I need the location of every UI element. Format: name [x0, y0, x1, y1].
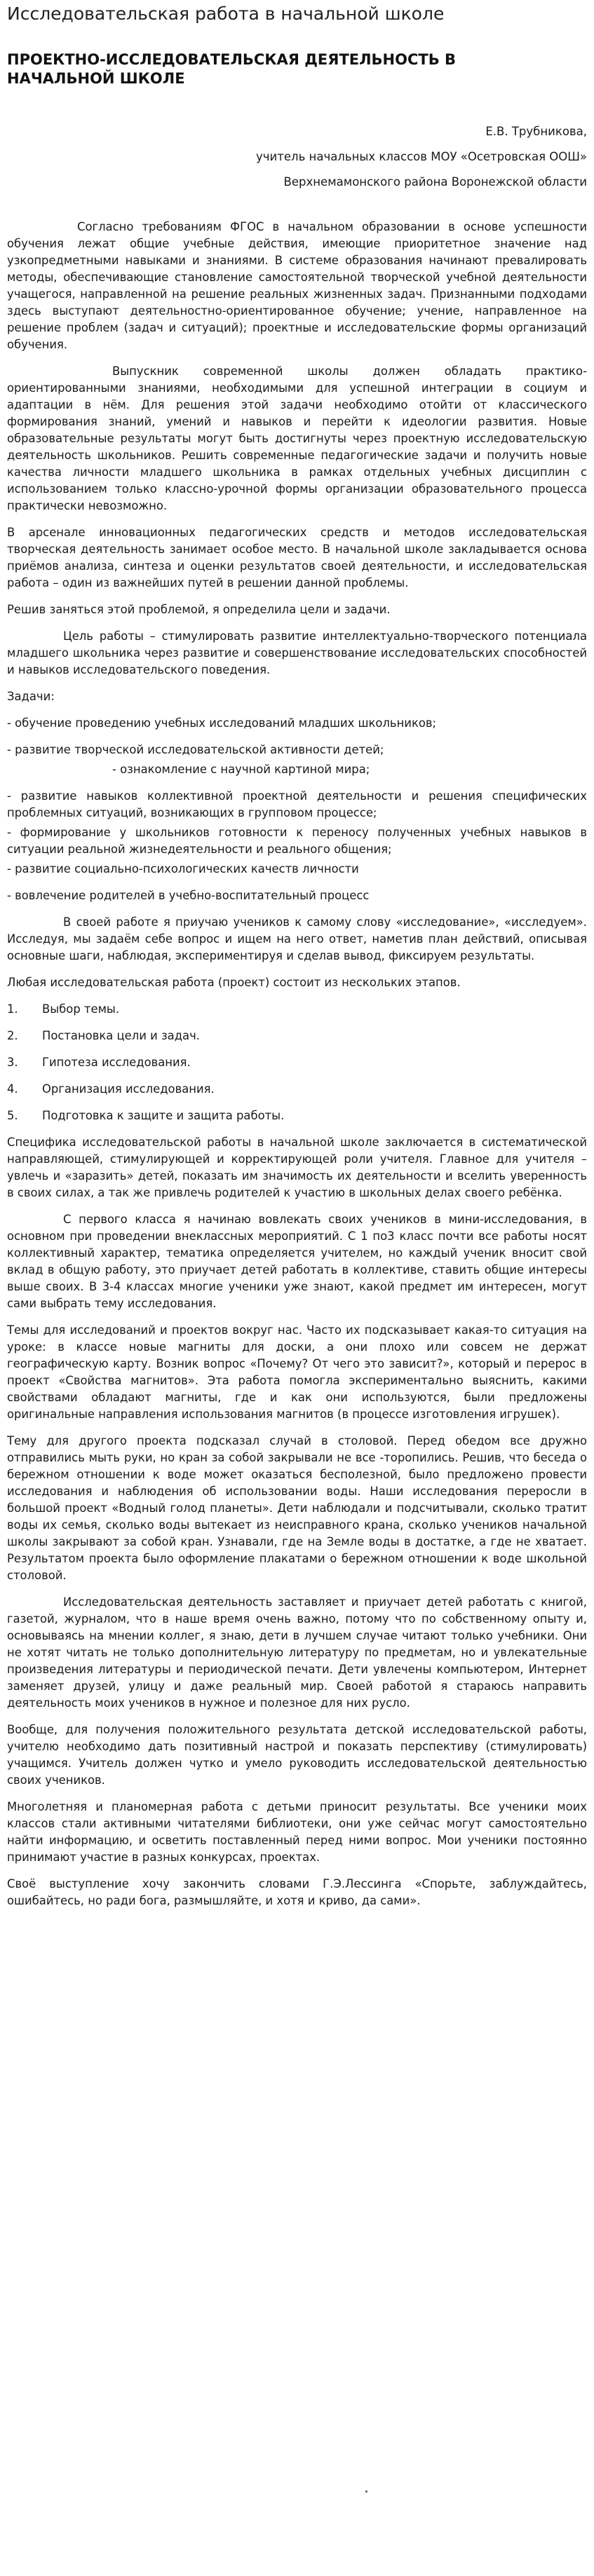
author-block	[256, 119, 587, 195]
list-item	[7, 1001, 587, 1018]
list-number: 5.	[7, 1109, 18, 1122]
paragraph: Любая исследовательская работа (проект) состоит из нескольких этапов.	[7, 976, 461, 989]
list-number: 4.	[7, 1082, 18, 1096]
paragraph: С первого класса я начинаю вовлекать своих учеников в мини-исследования, в основном при проведении внеклассных мероприятий. С 1 по3 класс почти все работы носят коллективный характер, тематика определяется учителем, но каждый ученик вносит свой вклад в общую работу, это приучает детей работать в коллективе, ставить общие интересы выше своих. В 3-4 классах многие ученики уже знают, какой предмет им интересен, могут сами выбрать тему исследования.	[7, 1213, 587, 1310]
list-label: Постановка цели и задач.	[42, 1029, 200, 1042]
paragraph: Вообще, для получения положительного результата детской исследовательской работы, учителю необходимо дать позитивный настрой и показать перспективу (стимулировать) учащимся. Учитель должен чутко и умело руководить исследовательской деятельностью своих учеников.	[7, 1723, 587, 1787]
task-item: - формирование у школьников готовности к переносу полученных учебных навыков в ситуации реальной жизнедеятельности и реального общения;	[7, 826, 587, 856]
paragraph: Выпускник современной школы должен обладать практико-ориентированными знаниями, необходимыми для успешной интеграции в социум и адаптации в нём. Для решения этой задачи необходимо отойти от классического формирования знаний, умений и навыков и перейти к идеологии развития. Новые образовательные результаты могут быть достигнуты через проектную исследовательскую деятельность школьников. Решить современные педагогические задачи и получить новые качества личности младшего школьника в рамках отдельных учебных дисциплин с использованием только классно-урочной формы организации образовательного процесса практически невозможно.	[7, 364, 587, 512]
task-item: - вовлечение родителей в учебно-воспитательный процесс	[7, 889, 370, 902]
paragraph: Своё выступление хочу закончить словами Г.Э.Лессинга «Спорьте, заблуждайтесь, ошибайтесь, но ради бога, размышляйте, и хотя и криво, да сами».	[7, 1877, 587, 1907]
task-item: - развитие навыков коллективной проектной деятельности и решения специфических проблемных ситуаций, возникающих в групповом процессе;	[7, 789, 587, 819]
task-item: - развитие творческой исследовательской активности детей;	[7, 743, 384, 756]
list-item	[7, 1108, 587, 1124]
paragraph: Согласно требованиям ФГОС в начальном образовании в основе успешности обучения лежат общие учебные действия, имеющие приоритетное значение над узкопредметными навыками и знаниями. В системе образования начинают превалировать методы, обеспечивающие становление самостоятельной творческой учебной деятельности учащегося, направленной на решение реальных жизненных задач. Признанными подходами здесь выступают деятельностно-ориентированное обучение; учение, направленное на решение проблем (задач и ситуаций); проектные и исследовательские формы организаций обучения.	[7, 220, 587, 351]
list-label: Гипотеза исследования.	[42, 1056, 191, 1069]
paragraph: Тему для другого проекта подсказал случай в столовой. Перед обедом все дружно отправились мыть руки, но кран за собой закрывали не все -торопились. Решив, что беседа о бережном отношении к воде может оказаться бесполезной, было предложено провести исследования и наблюдения об использовании воды. Наши исследования переросли в большой проект «Водный голод планеты». Дети наблюдали и подсчитывали, сколько тратит воды их семья, сколько воды вытекает из неисправного крана, сколько учеников начальной школы закрывают за собой кран. Узнавали, где на Земле воды в достатке, а где не хватает. Результатом проекта было оформление плакатами о бережном отношении к воде школьной столовой.	[7, 1434, 587, 1582]
list-label: Организация исследования.	[42, 1082, 215, 1096]
paragraph: Темы для исследований и проектов вокруг нас. Часто их подсказывает какая-то ситуация на уроке: в классе новые магниты для доски, а они плохо или совсем не держат географическую карту. Возник вопрос «Почему? От чего это зависит?», который и перерос в проект «Свойства магнитов». Эта работа помогла экспериментально выяснить, какими свойствами обладают магниты, где и как они используются, были предложены оригинальные направления использования магнитов (в процессе изготовления игрушек).	[7, 1323, 587, 1421]
list-number: 3.	[7, 1056, 18, 1069]
paragraph: Цель работы – стимулировать развитие интеллектуально-творческого потенциала младшего школьника через развитие и совершенствование исследовательских способностей и навыков исследовательского поведения.	[7, 629, 587, 676]
site-title: Исследовательская работа в начальной школе	[7, 4, 445, 24]
paragraph: Исследовательская деятельность заставляет и приучает детей работать с книгой, газетой, журналом, что в наше время очень важно, потому что по собственному опыту и, основываясь на мнении коллег, я знаю, дети в лучшем случае читают только учебники. Они не хотят читать не только дополнительную литературу по предметам, но и увлекательные произведения литературы и периодической печати. Дети увлечены компьютером, Интернет заменяет друзей, улицу и даже реальный мир. Своей работой я стараюсь направить деятельность моих учеников в нужное и полезное для них русло.	[7, 1595, 587, 1710]
list-item	[7, 1081, 587, 1098]
author-name: Е.В. Трубникова,	[485, 125, 587, 138]
author-position: учитель начальных классов МОУ «Осетровская ООШ»	[256, 150, 587, 163]
list-number: 2.	[7, 1029, 18, 1042]
paragraph: В своей работе я приучаю учеников к самому слову «исследование», «исследуем». Исследуя, мы задаём себе вопрос и ищем на него ответ, наметив план действий, описывая основные шаги, наблюдая, экспериментируя и сделав вывод, фиксируем результаты.	[7, 915, 587, 962]
task-item: - обучение проведению учебных исследований младших школьников;	[7, 716, 437, 730]
paragraph: Многолетняя и планомерная работа с детьми приносит результаты. Все ученики моих классов стали активными читателями библиотеки, они уже сейчас могут самостоятельно найти информацию, и осветить поставленный перед ними вопрос. Мои ученики постоянно принимают участие в разных конкурсах, проектах.	[7, 1800, 587, 1864]
article-body	[7, 219, 587, 1919]
task-item: - развитие социально-психологических качеств личности	[7, 862, 359, 875]
task-item: - ознакомление с научной картиной мира;	[112, 763, 370, 776]
list-label: Подготовка к защите и защита работы.	[42, 1109, 285, 1122]
list-item	[7, 1054, 587, 1071]
page-dot	[365, 2490, 367, 2493]
list-number: 1.	[7, 1002, 18, 1016]
tasks-label: Задачи:	[7, 690, 55, 703]
article-title: ПРОЕКТНО-ИССЛЕДОВАТЕЛЬСКАЯ ДЕЯТЕЛЬНОСТЬ В НАЧАЛЬНОЙ ШКОЛЕ	[7, 51, 457, 87]
author-district: Верхнемамонского района Воронежской области	[283, 175, 587, 189]
stages-list	[7, 1001, 587, 1124]
paragraph: Решив заняться этой проблемой, я определила цели и задачи.	[7, 603, 391, 616]
paragraph: В арсенале инновационных педагогических средств и методов исследовательская творческая деятельность занимает особое место. В начальной школе закладывается основа приёмов анализа, синтеза и оценки результатов своей деятельности, и исследовательская работа – один из важнейших путей в решении данной проблемы.	[7, 526, 587, 590]
paragraph: Специфика исследовательской работы в начальной школе заключается в систематической направляющей, стимулирующей и корректирующей роли учителя. Главное для учителя – увлечь и «заразить» детей, показать им значимость их деятельности и вселить уверенность в своих силах, а так же привлечь родителей к участию в школьных делах своего ребёнка.	[7, 1136, 587, 1199]
list-label: Выбор темы.	[42, 1002, 120, 1016]
list-item	[7, 1028, 587, 1044]
